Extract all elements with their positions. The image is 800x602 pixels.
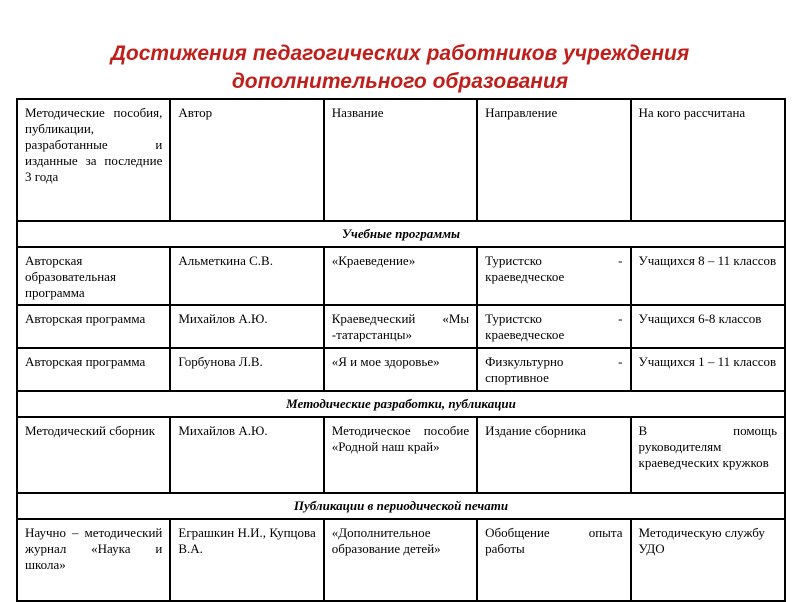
page-title [0, 40, 800, 96]
table-cell: Обобщение опыта работы [477, 519, 630, 601]
table-cell: Авторская программа [17, 305, 170, 348]
table-cell: Учащихся 1 – 11 классов [631, 348, 786, 391]
table-cell: Издание сборника [477, 417, 630, 493]
table-cell: Физкультурно - спортивное [477, 348, 630, 391]
table-row [17, 247, 785, 305]
table-header-row [17, 99, 785, 221]
page-title-line-2: дополнительного образования [231, 70, 569, 93]
column-header-audience: На кого рассчитана [631, 99, 786, 221]
table-cell: Альметкина С.В. [170, 247, 323, 305]
table-cell: В помощь руководителям краеведческих кружков [631, 417, 786, 493]
table-cell: Краеведческий «Мы -татарстанцы» [324, 305, 477, 348]
table-cell: «Краеведение» [324, 247, 477, 305]
section-title-methodical: Методические разработки, публикации [17, 391, 785, 417]
column-header-author: Автор [170, 99, 323, 221]
table-cell: Методический сборник [17, 417, 170, 493]
column-header-direction: Направление [477, 99, 630, 221]
table-cell: Учащихся 6-8 классов [631, 305, 786, 348]
table-row [17, 417, 785, 493]
table-cell: Михайлов А.Ю. [170, 417, 323, 493]
table-cell: Методическое пособие «Родной наш край» [324, 417, 477, 493]
section-row [17, 221, 785, 247]
table-cell: Еграшкин Н.И., Купцова В.А. [170, 519, 323, 601]
table-cell: Туристско - краеведческое [477, 247, 630, 305]
table-cell: «Я и мое здоровье» [324, 348, 477, 391]
section-title-programs: Учебные программы [17, 221, 785, 247]
page-title-line-1: Достижения педагогических работников учреждения [110, 42, 690, 65]
table-cell: Туристско - краеведческое [477, 305, 630, 348]
table-cell: Методическую службу УДО [631, 519, 786, 601]
section-title-periodicals: Публикации в периодической печати [17, 493, 785, 519]
table-row [17, 348, 785, 391]
table-cell: Авторская образовательная программа [17, 247, 170, 305]
table-cell: Горбунова Л.В. [170, 348, 323, 391]
table-cell: Учащихся 8 – 11 классов [631, 247, 786, 305]
table-cell: Авторская программа [17, 348, 170, 391]
table-cell: Михайлов А.Ю. [170, 305, 323, 348]
table-row [17, 305, 785, 348]
section-row [17, 493, 785, 519]
column-header-name: Название [324, 99, 477, 221]
achievements-table [16, 98, 786, 602]
table-cell: Научно – методический журнал «Наука и школа» [17, 519, 170, 601]
section-row [17, 391, 785, 417]
table-row [17, 519, 785, 601]
column-header-publications: Методические пособия, публикации, разработанные и изданные за последние 3 года [17, 99, 170, 221]
table-cell: «Дополнительное образование детей» [324, 519, 477, 601]
